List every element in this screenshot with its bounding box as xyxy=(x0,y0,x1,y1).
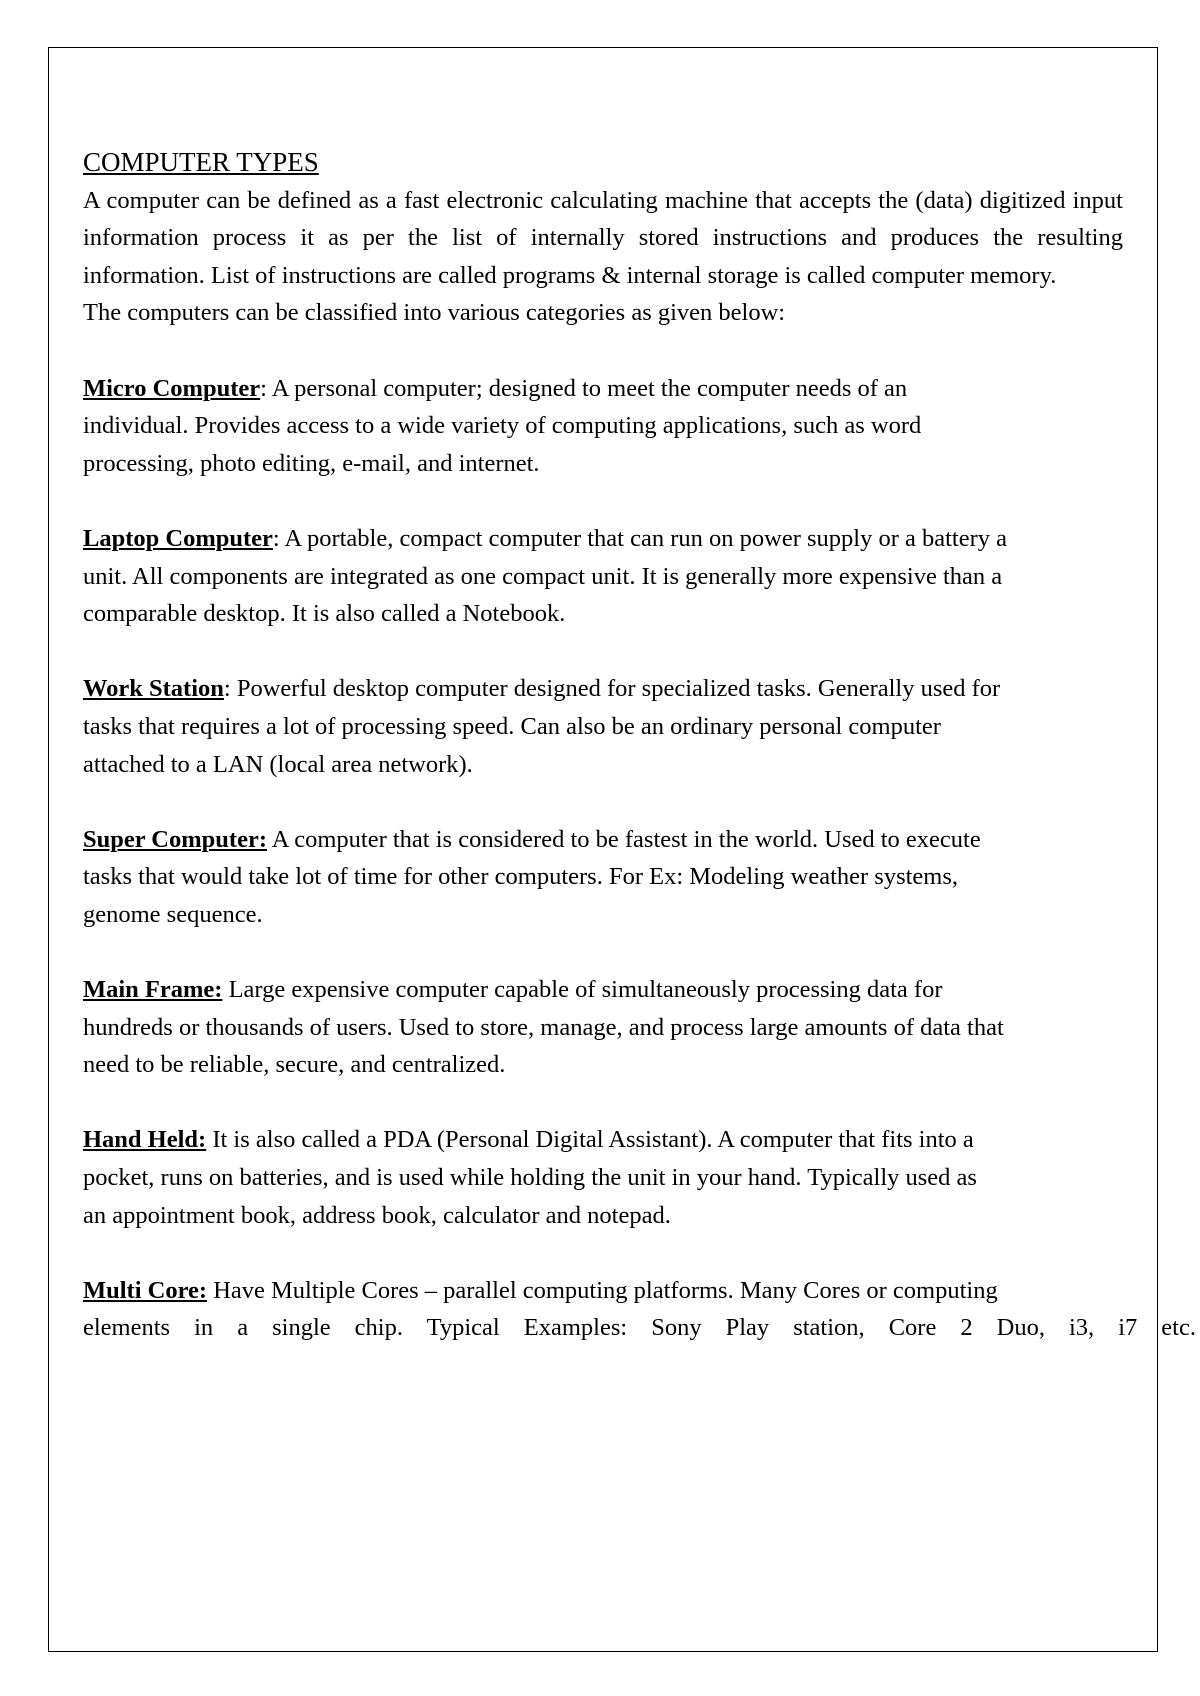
section-term: Main Frame: xyxy=(83,976,223,1004)
section-text: A portable, compact computer that can run on power supply or a battery a xyxy=(284,524,1007,552)
section-text: A computer that is considered to be fastest in the world. Used to execute xyxy=(271,825,981,853)
section-text: unit. All components are integrated as one compact unit. It is generally more expensive than a xyxy=(83,562,1003,590)
document-body xyxy=(83,144,1196,1347)
section-text: elements in a single chip. Typical Examples: Sony Play station, Core 2 Duo, i3, i7 etc. xyxy=(83,1314,1196,1342)
section-main-frame xyxy=(83,971,1123,1084)
section-text: tasks that would take lot of time for other computers. For Ex: Modeling weather systems, xyxy=(83,863,959,891)
section-term: Multi Core: xyxy=(83,1276,208,1304)
section-text: individual. Provides access to a wide variety of computing applications, such as word xyxy=(83,412,922,440)
section-micro-computer: Micro Computer: A personal computer; designed to meet the computer needs of an individual. Provides access to a wide variety of computing applications, such as word processing, photo editing, e-mail, and internet. xyxy=(83,370,1123,483)
section-text: comparable desktop. It is also called a Notebook. xyxy=(83,600,566,628)
section-text: Have Multiple Cores – parallel computing platforms. Many Cores or computing xyxy=(213,1276,998,1304)
section-text: processing, photo editing, e-mail, and internet. xyxy=(83,449,540,477)
section-text: pocket, runs on batteries, and is used while holding the unit in your hand. Typically used as xyxy=(83,1164,977,1192)
section-term: Micro Computer xyxy=(83,374,261,402)
section-term: Hand Held: xyxy=(83,1126,207,1154)
section-text: A personal computer; designed to meet the computer needs of an xyxy=(271,374,908,402)
section-super-computer xyxy=(83,821,1123,934)
intro-line: The computers can be classified into various categories as given below: xyxy=(83,299,786,327)
section-text: hundreds or thousands of users. Used to store, manage, and process large amounts of data that xyxy=(83,1013,1004,1041)
section-multi-core xyxy=(83,1272,1196,1347)
document-title: COMPUTER TYPES xyxy=(83,147,319,177)
section-laptop-computer: Laptop Computer: A portable, compact computer that can run on power supply or a battery a unit. All components are integrated as one compact unit. It is generally more expensive than a comparable desktop. It is also called a Notebook. xyxy=(83,520,1123,633)
section-term: Laptop Computer xyxy=(83,524,273,552)
section-work-station: Work Station: Powerful desktop computer designed for specialized tasks. Generally used for tasks that requires a lot of processing speed. Can also be an ordinary personal computer attached to a LAN (local area network). xyxy=(83,670,1123,783)
section-text: tasks that requires a lot of processing speed. Can also be an ordinary personal computer xyxy=(83,712,941,740)
section-text: need to be reliable, secure, and centralized. xyxy=(83,1051,506,1079)
section-term: Work Station xyxy=(83,675,224,703)
intro-paragraph: A computer can be defined as a fast electronic calculating machine that accepts the (data) digitized input information process it as per the list of internally stored instructions and produces the resulting information. List of instructions are called programs & internal storage is called computer memory. xyxy=(83,186,1123,289)
section-hand-held xyxy=(83,1121,1123,1234)
section-text: an appointment book, address book, calculator and notepad. xyxy=(83,1201,671,1229)
section-text: genome sequence. xyxy=(83,900,263,928)
section-text: Powerful desktop computer designed for specialized tasks. Generally used for xyxy=(236,675,1001,703)
section-term: Super Computer: xyxy=(83,825,267,853)
section-text: It is also called a PDA (Personal Digital Assistant). A computer that fits into a xyxy=(212,1126,974,1154)
section-text: attached to a LAN (local area network). xyxy=(83,750,473,778)
section-text: Large expensive computer capable of simultaneously processing data for xyxy=(228,976,943,1004)
